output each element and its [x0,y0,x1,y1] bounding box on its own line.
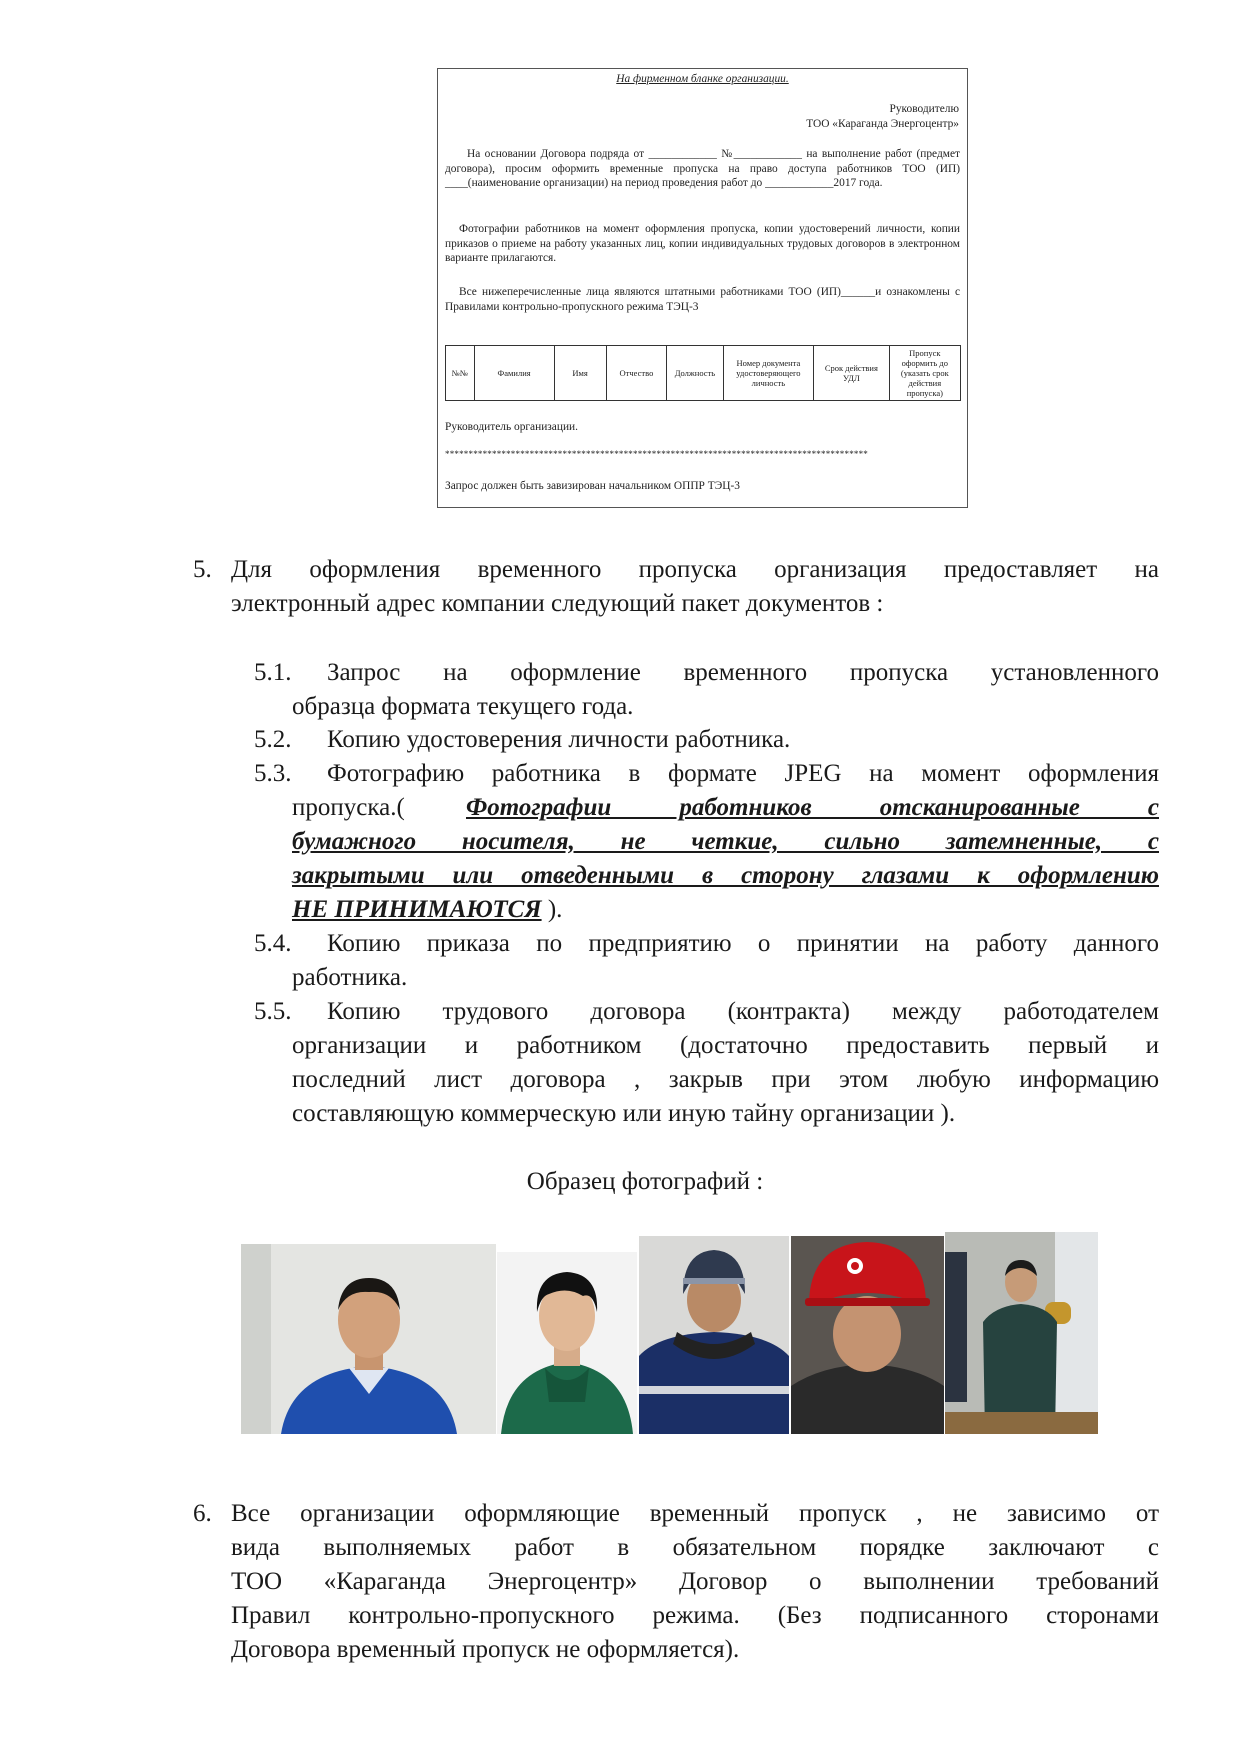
section-6-line-4: Правил контрольно-пропускного режима. (Без подписанного сторонами [231,1602,1159,1629]
item-5-1-number: 5.1. [254,659,292,686]
sample-form-paragraph-2: Фотографии работников на момент оформления пропуска, копии удостоверений личности, копии приказов о приеме на работу указанных лиц, копии индивидуальных трудовых договоров в электронном варианте прилагаются. [445,223,960,264]
item-5-5-line-4: составляющую коммерческую или иную тайну организации ). [292,1100,956,1127]
sample-photo-5 [945,1232,1098,1434]
photos-caption: Образец фотографий : [526,1168,764,1195]
sample-form-addressee [806,102,959,131]
item-5-3-warning-line-3: бумажного носителя, не четкие, сильно затемненные, с [292,828,1159,855]
sample-request-form [437,68,968,508]
table-header-cell: Фамилия [474,346,554,401]
section-6-line-2: вида выполняемых работ в обязательном порядке заключают с [231,1534,1159,1561]
sample-photo-1 [241,1244,496,1434]
section-6-number: 6. [193,1500,212,1527]
item-5-1-line-2: образца формата текущего года. [292,693,634,720]
sample-form-signature: Руководитель организации. [445,421,578,433]
item-5-5-line-3: последний лист договора , закрыв при этом любую информацию [292,1066,1159,1093]
table-header-cell: Должность [667,346,723,401]
table-header-cell: Срок действия УДЛ [814,346,890,401]
section-5-number: 5. [193,556,212,583]
table-header-cell: №№ [446,346,475,401]
item-5-2-number: 5.2. [254,726,292,753]
addressee-line-1: Руководителю [889,103,959,115]
section-6-line-3: ТОО «Караганда Энергоцентр» Договор о выполнении требований [231,1568,1159,1595]
section-6-line-1: Все организации оформляющие временный пропуск , не зависимо от [231,1500,1159,1527]
table-header-cell: Отчество [606,346,667,401]
sample-form-divider: ****************************************************************************************** [445,449,868,459]
sample-form-paragraph-3: Все нижеперечисленные лица являются штатными работниками ТОО (ИП)______и ознакомлены с Правилами контрольно-пропускного режима ТЭЦ-3 [445,286,960,313]
section-5-line-1: Для оформления временного пропуска организация предоставляет на [231,556,1159,583]
item-5-2-line-1: Копию удостоверения личности работника. [327,726,791,753]
item-5-4-line-2: работника. [292,964,408,991]
section-5-line-2: электронный адрес компании следующий пакет документов : [231,590,884,617]
item-5-5-number: 5.5. [254,998,292,1025]
sample-form-table [445,345,961,401]
sample-photo-4 [791,1236,944,1434]
item-5-3-line-5 [292,893,562,927]
item-5-3-number: 5.3. [254,760,292,787]
section-6-line-5: Договора временный пропуск не оформляется). [231,1636,740,1663]
item-5-3-warning-line-4: закрытыми или отведенными в сторону глазами к оформлению [292,862,1159,889]
item-5-3-warning-line-5: НЕ ПРИНИМАЮТСЯ [292,896,542,923]
item-5-5-line-2: организации и работником (достаточно предоставить первый и [292,1032,1159,1059]
sample-photo-2 [497,1252,637,1434]
item-5-3-line-5-suffix: ). [541,896,563,923]
sample-photo-3 [639,1236,789,1434]
table-header-cell: Номер документа удостоверяющего личность [723,346,813,401]
table-header-cell: Пропуск оформить до (указать срок действия пропуска) [889,346,960,401]
item-5-4-line-1: Копию приказа по предприятию о принятии на работу данного [327,930,1159,957]
table-header-cell: Имя [554,346,606,401]
item-5-3-line-2-prefix: пропуска.( [292,794,405,821]
sample-form-note: Запрос должен быть завизирован начальником ОППР ТЭЦ-3 [445,480,740,492]
addressee-line-2: ТОО «Караганда Энергоцентр» [806,117,959,130]
sample-form-paragraph-1: На основании Договора подряда от ____________ №____________ на выполнение работ (предмет договора), просим оформить временные пропуска на право доступа работников ТОО (ИП) ____(наименование организации) на период проведения работ до ____________2017 года. [445,148,960,189]
item-5-3-line-1: Фотографию работника в формате JPEG на момент оформления [327,760,1159,787]
sample-form-header: На фирменном бланке организации. [616,73,789,85]
item-5-4-number: 5.4. [254,930,292,957]
item-5-5-line-1: Копию трудового договора (контракта) между работодателем [327,998,1159,1025]
item-5-1-line-1: Запрос на оформление временного пропуска установленного [327,659,1159,686]
item-5-3-warning-line-2: Фотографии работников отсканированные с [466,794,1159,821]
